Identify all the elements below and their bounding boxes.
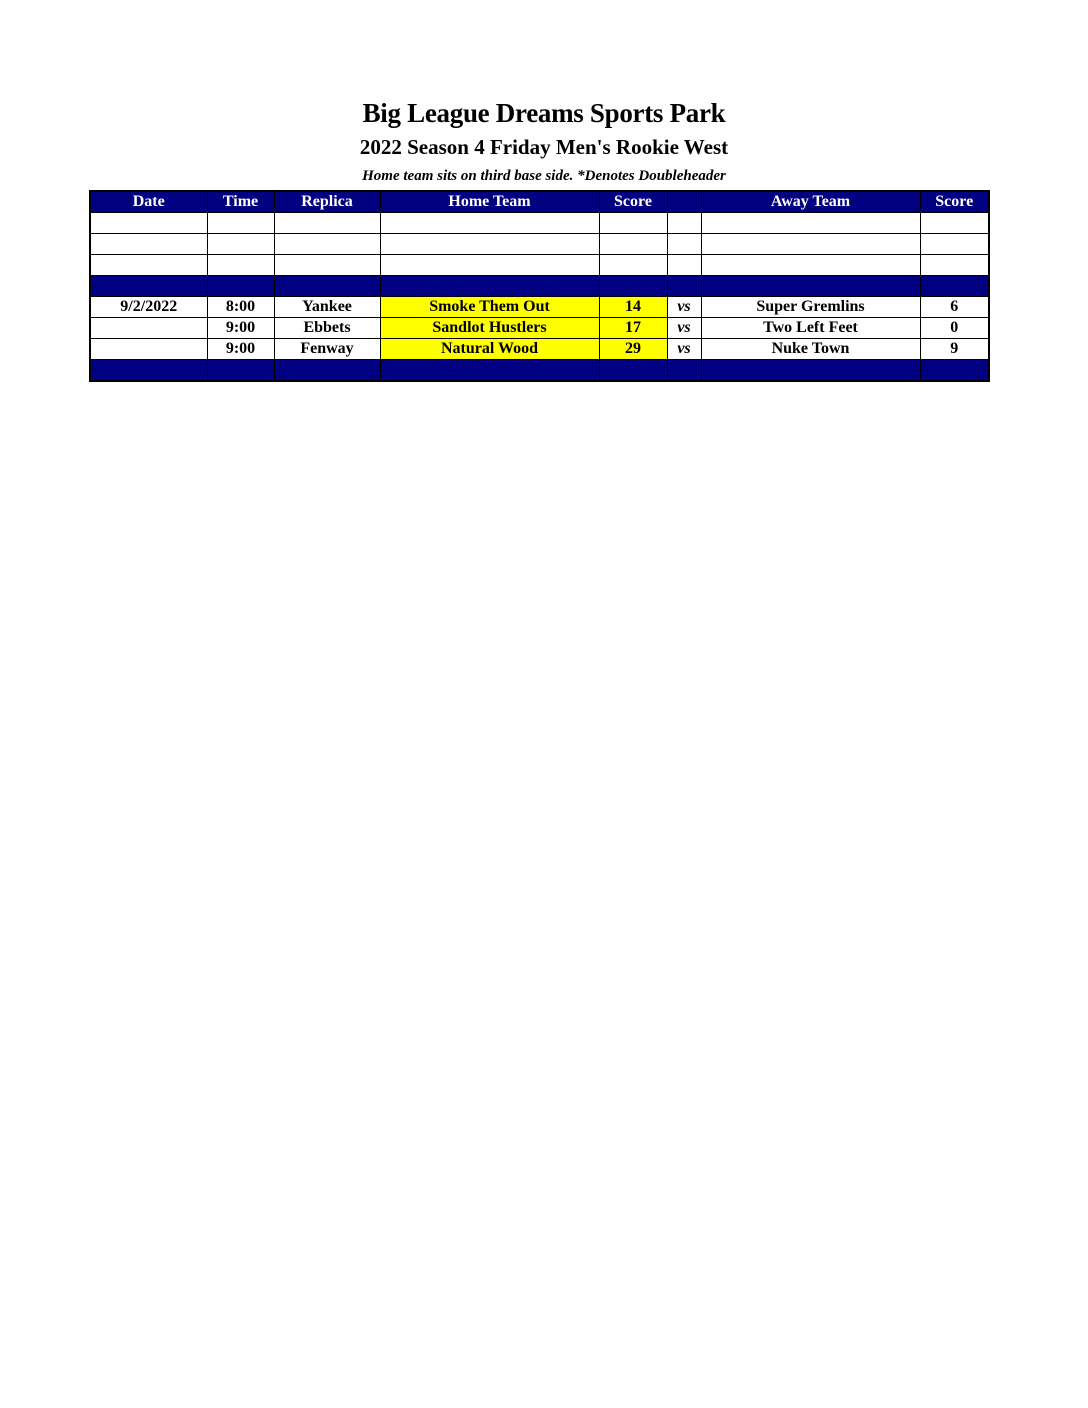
away-team: Super Gremlins	[701, 297, 920, 318]
empty-row	[90, 234, 989, 255]
vs-label: vs	[667, 297, 701, 318]
vs-label: vs	[667, 339, 701, 360]
column-header-away-score: Score	[920, 191, 989, 213]
separator-band	[90, 276, 989, 297]
column-header-away-team: Away Team	[701, 191, 920, 213]
home-team: Smoke Them Out	[380, 297, 599, 318]
home-score: 14	[599, 297, 667, 318]
column-header-vs	[667, 191, 701, 213]
away-score: 6	[920, 297, 989, 318]
away-team: Two Left Feet	[701, 318, 920, 339]
away-team: Nuke Town	[701, 339, 920, 360]
column-header-home-team: Home Team	[380, 191, 599, 213]
game-replica: Fenway	[274, 339, 380, 360]
game-date	[90, 318, 207, 339]
away-score: 9	[920, 339, 989, 360]
column-header-replica: Replica	[274, 191, 380, 213]
home-team: Sandlot Hustlers	[380, 318, 599, 339]
game-replica: Ebbets	[274, 318, 380, 339]
game-replica: Yankee	[274, 297, 380, 318]
separator-band	[90, 360, 989, 382]
page-subtitle: 2022 Season 4 Friday Men's Rookie West	[359, 135, 729, 159]
home-score: 29	[599, 339, 667, 360]
column-header-date: Date	[90, 191, 207, 213]
column-header-home-score: Score	[599, 191, 667, 213]
game-row	[90, 318, 989, 339]
schedule-note: Home team sits on third base side. *Denotes Doubleheader	[362, 168, 726, 184]
game-row	[90, 339, 989, 360]
game-time: 9:00	[207, 339, 274, 360]
away-score: 0	[920, 318, 989, 339]
empty-row	[90, 213, 989, 234]
game-row	[90, 297, 989, 318]
schedule-table	[89, 190, 990, 382]
table-header-row	[90, 191, 989, 213]
page-title: Big League Dreams Sports Park	[362, 98, 726, 128]
game-date	[90, 339, 207, 360]
home-score: 17	[599, 318, 667, 339]
game-time: 9:00	[207, 318, 274, 339]
home-team: Natural Wood	[380, 339, 599, 360]
column-header-time: Time	[207, 191, 274, 213]
empty-row	[90, 255, 989, 276]
game-time: 8:00	[207, 297, 274, 318]
game-date: 9/2/2022	[90, 297, 207, 318]
vs-label: vs	[667, 318, 701, 339]
